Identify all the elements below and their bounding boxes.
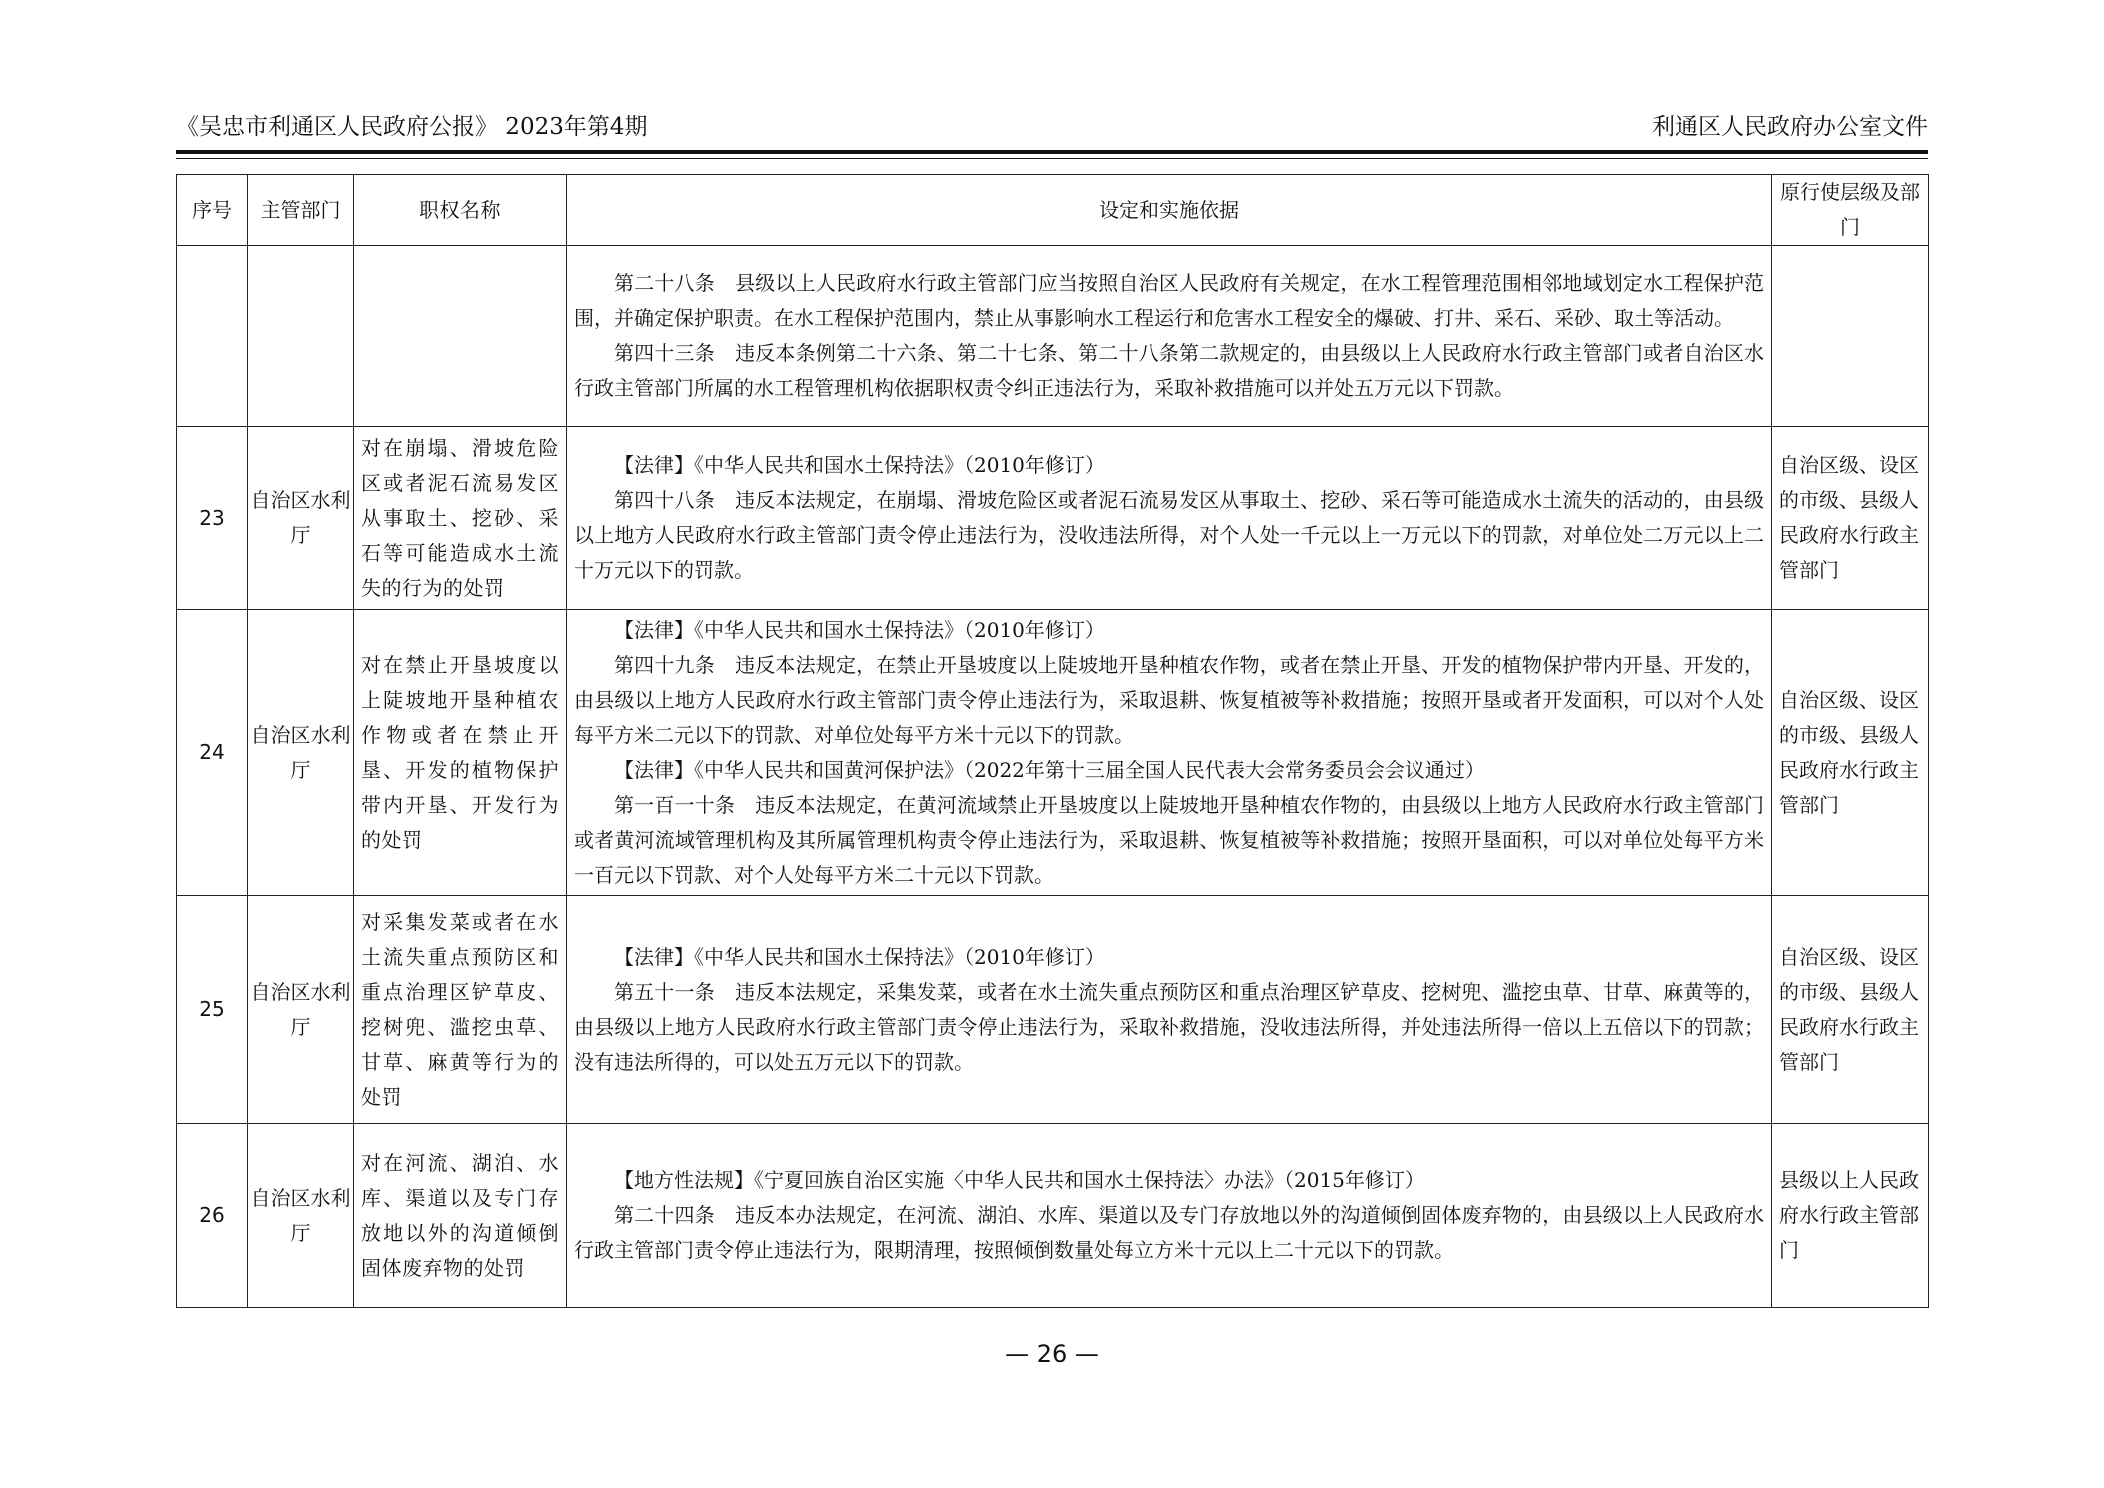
row-level-dept — [1772, 246, 1929, 427]
row-number: 24 — [177, 610, 248, 896]
row-department: 自治区水利厅 — [248, 896, 354, 1124]
row-department: 自治区水利厅 — [248, 1124, 354, 1308]
table-row — [177, 246, 1929, 427]
header-rule-thick — [176, 150, 1928, 154]
table-row — [177, 610, 1929, 896]
row-legal-basis — [567, 246, 1772, 427]
col-header-basis: 设定和实施依据 — [567, 175, 1772, 246]
basis-paragraph: 【法律】《中华人民共和国黄河保护法》（2022年第十三届全国人民代表大会常务委员会会议通过） — [614, 757, 1485, 782]
basis-paragraph: 第四十八条 违反本法规定，在崩塌、滑坡危险区或者泥石流易发区从事取土、挖砂、采石等可能造成水土流失的活动的，由县级以上地方人民政府水行政主管部门责令停止违法行为，没收违法所得，对个人处一千元以上一万元以下的罚款，对单位处二万元以上二十万元以下的罚款。 — [574, 488, 1764, 582]
row-level-dept: 县级以上人民政府水行政主管部门 — [1772, 1124, 1929, 1308]
row-legal-basis — [567, 427, 1772, 610]
row-legal-basis — [567, 1124, 1772, 1308]
basis-paragraph: 第一百一十条 违反本法规定，在黄河流域禁止开垦坡度以上陡坡地开垦种植农作物的，由县级以上地方人民政府水行政主管部门或者黄河流域管理机构及其所属管理机构责令停止违法行为，采取退耕、恢复植被等补救措施；按照开垦面积，可以对单位处每平方米一百元以下罚款、对个人处每平方米二十元以下罚款。 — [574, 792, 1764, 887]
col-header-level: 原行使层级及部门 — [1772, 175, 1929, 246]
row-department: 自治区水利厅 — [248, 427, 354, 610]
row-number: 23 — [177, 427, 248, 610]
basis-paragraph: 第五十一条 违反本法规定，采集发菜，或者在水土流失重点预防区和重点治理区铲草皮、挖树兜、滥挖虫草、甘草、麻黄等的，由县级以上地方人民政府水行政主管部门责令停止违法行为，采取补救措施，没收违法所得，并处违法所得一倍以上五倍以下的罚款；没有违法所得的，可以处五万元以下的罚款。 — [574, 979, 1764, 1074]
authority-table — [176, 174, 1929, 1308]
table-header-row — [177, 175, 1929, 246]
basis-paragraph: 第二十四条 违反本办法规定，在河流、湖泊、水库、渠道以及专门存放地以外的沟道倾倒固体废弃物的，由县级以上人民政府水行政主管部门责令停止违法行为，限期清理，按照倾倒数量处每立方米十元以上二十元以下的罚款。 — [574, 1203, 1764, 1262]
basis-paragraph: 【法律】《中华人民共和国水土保持法》（2010年修订） — [614, 944, 1105, 969]
col-header-name: 职权名称 — [354, 175, 567, 246]
page-number: — 26 — — [1005, 1340, 1099, 1368]
row-level-dept: 自治区级、设区的市级、县级人民政府水行政主管部门 — [1772, 896, 1929, 1124]
row-authority-name: 对在崩塌、滑坡危险区或者泥石流易发区从事取土、挖砂、采石等可能造成水土流失的行为的处罚 — [354, 427, 567, 610]
table-row — [177, 1124, 1929, 1308]
bulletin-title: 《吴忠市利通区人民政府公报》 2023年第4期 — [176, 114, 648, 140]
row-authority-name: 对采集发菜或者在水土流失重点预防区和重点治理区铲草皮、挖树兜、滥挖虫草、甘草、麻黄等行为的处罚 — [354, 896, 567, 1124]
row-number: 26 — [177, 1124, 248, 1308]
basis-paragraph: 第二十八条 县级以上人民政府水行政主管部门应当按照自治区人民政府有关规定，在水工程管理范围相邻地域划定水工程保护范围，并确定保护职责。在水工程保护范围内，禁止从事影响水工程运行和危害水工程安全的爆破、打井、采石、采砂、取土等活动。 — [574, 271, 1764, 330]
header-rule-thin — [176, 158, 1928, 159]
basis-paragraph: 第四十三条 违反本条例第二十六条、第二十七条、第二十八条第二款规定的，由县级以上人民政府水行政主管部门或者自治区水行政主管部门所属的水工程管理机构依据职权责令纠正违法行为，采取补救措施可以并处五万元以下罚款。 — [574, 341, 1764, 400]
col-header-dept: 主管部门 — [248, 175, 354, 246]
row-number: 25 — [177, 896, 248, 1124]
row-authority-name: 对在河流、湖泊、水库、渠道以及专门存放地以外的沟道倾倒固体废弃物的处罚 — [354, 1124, 567, 1308]
table-row — [177, 896, 1929, 1124]
basis-paragraph: 【法律】《中华人民共和国水土保持法》（2010年修订） — [614, 453, 1105, 477]
issuer-name: 利通区人民政府办公室文件 — [1652, 114, 1928, 140]
basis-paragraph: 【地方性法规】《宁夏回族自治区实施〈中华人民共和国水土保持法〉办法》（2015年修订） — [614, 1168, 1425, 1192]
row-department — [248, 246, 354, 427]
page-header — [176, 108, 1928, 144]
table-row — [177, 427, 1929, 610]
row-authority-name — [354, 246, 567, 427]
row-authority-name: 对在禁止开垦坡度以上陡坡地开垦种植农作物或者在禁止开垦、开发的植物保护带内开垦、开发行为的处罚 — [354, 610, 567, 896]
col-header-no: 序号 — [177, 175, 248, 246]
row-level-dept: 自治区级、设区的市级、县级人民政府水行政主管部门 — [1772, 427, 1929, 610]
row-level-dept: 自治区级、设区的市级、县级人民政府水行政主管部门 — [1772, 610, 1929, 896]
basis-paragraph: 第四十九条 违反本法规定，在禁止开垦坡度以上陡坡地开垦种植农作物，或者在禁止开垦、开发的植物保护带内开垦、开发的，由县级以上地方人民政府水行政主管部门责令停止违法行为，采取退耕、恢复植被等补救措施；按照开垦或者开发面积，可以对个人处每平方米二元以下的罚款、对单位处每平方米十元以下的罚款。 — [574, 652, 1764, 747]
row-legal-basis — [567, 610, 1772, 896]
basis-paragraph: 【法律】《中华人民共和国水土保持法》（2010年修订） — [614, 617, 1105, 642]
row-legal-basis — [567, 896, 1772, 1124]
row-department: 自治区水利厅 — [248, 610, 354, 896]
row-number — [177, 246, 248, 427]
